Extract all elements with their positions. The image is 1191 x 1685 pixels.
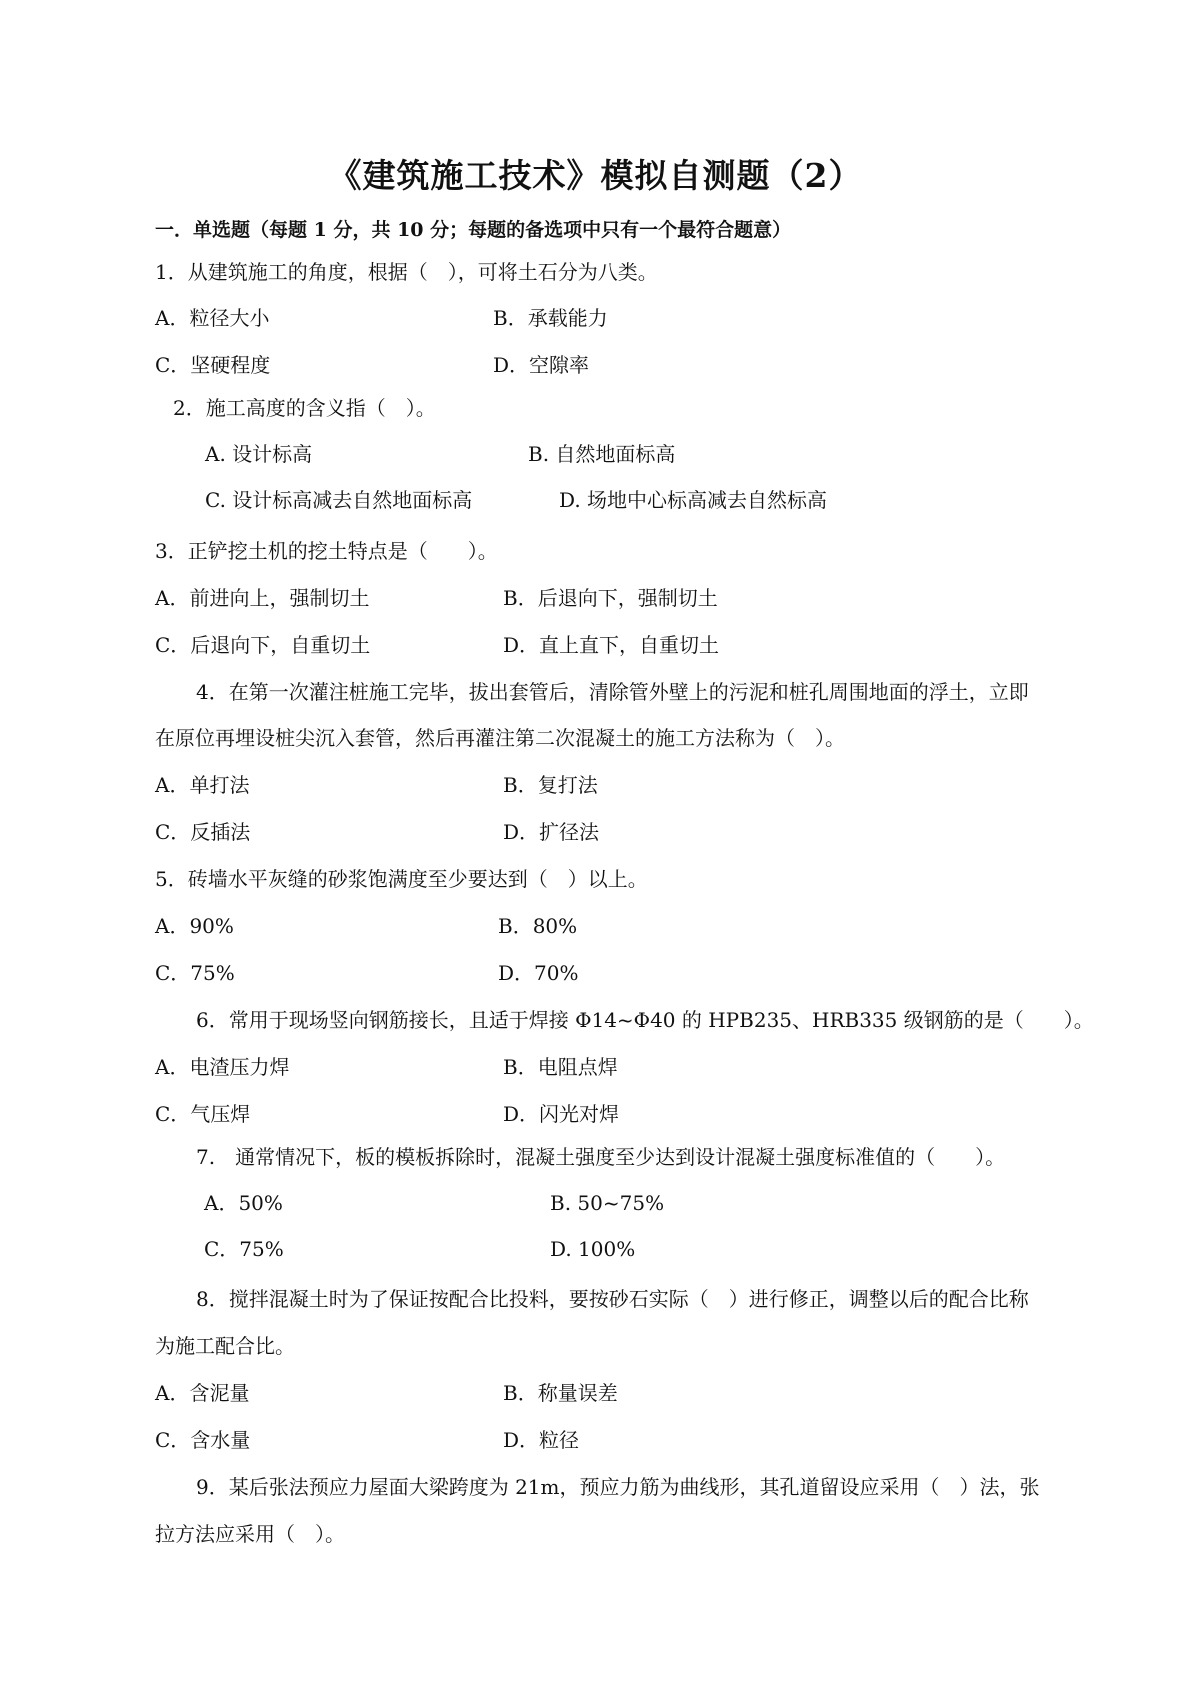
question-8-option-b: B．称量误差 xyxy=(503,1381,618,1405)
question-1-option-b: B．承载能力 xyxy=(493,306,608,330)
section-heading: 一．单选题（每题 1 分，共 10 分；每题的备选项中只有一个最符合题意） xyxy=(155,219,792,241)
question-9-stem-line-2: 拉方法应采用（ ）。 xyxy=(155,1522,345,1546)
question-1-option-a: A．粒径大小 xyxy=(155,306,270,330)
question-8-option-c: C．含水量 xyxy=(155,1428,251,1452)
question-6-option-a: A．电渣压力焊 xyxy=(155,1055,290,1079)
question-4-stem-line-1: 4．在第一次灌注桩施工完毕，拔出套管后，清除管外壁上的污泥和桩孔周围地面的浮土，立即 xyxy=(196,680,1029,704)
question-4-stem-line-2: 在原位再埋设桩尖沉入套管，然后再灌注第二次混凝土的施工方法称为（ ）。 xyxy=(155,726,845,750)
question-4-option-a: A．单打法 xyxy=(155,773,250,797)
question-7-option-a: A．50% xyxy=(204,1191,283,1215)
question-6-option-b: B．电阻点焊 xyxy=(503,1055,618,1079)
question-8-stem-line-2: 为施工配合比。 xyxy=(155,1334,295,1358)
question-5-stem: 5．砖墙水平灰缝的砂浆饱满度至少要达到（ ）以上。 xyxy=(155,867,648,891)
question-9-stem-line-1: 9．某后张法预应力屋面大梁跨度为 21m，预应力筋为曲线形，其孔道留设应采用（ ）法，张 xyxy=(196,1475,1040,1499)
question-1-option-d: D．空隙率 xyxy=(493,353,590,377)
question-7-option-d: D. 100% xyxy=(550,1237,636,1261)
question-2-stem: 2．施工高度的含义指（ ）。 xyxy=(173,396,436,420)
question-7-stem: 7. 通常情况下，板的模板拆除时，混凝土强度至少达到设计混凝土强度标准值的（ ）。 xyxy=(196,1145,1006,1169)
question-1-option-c: C．坚硬程度 xyxy=(155,353,271,377)
question-7-option-b: B. 50~75% xyxy=(550,1191,665,1215)
question-2-option-d: D. 场地中心标高减去自然标高 xyxy=(559,488,828,512)
question-2-option-b: B. 自然地面标高 xyxy=(528,442,676,466)
question-5-option-d: D．70% xyxy=(498,961,579,985)
question-8-stem-line-1: 8．搅拌混凝土时为了保证按配合比投料，要按砂石实际（ ）进行修正，调整以后的配合比称 xyxy=(196,1287,1029,1311)
question-6-stem: 6．常用于现场竖向钢筋接长，且适于焊接 Φ14~Φ40 的 HPB235、HRB335 级钢筋的是（ ）。 xyxy=(196,1008,1094,1032)
question-5-option-a: A．90% xyxy=(155,914,234,938)
question-4-option-c: C．反插法 xyxy=(155,820,251,844)
question-3-option-a: A．前进向上，强制切土 xyxy=(155,586,370,610)
question-8-option-a: A．含泥量 xyxy=(155,1381,250,1405)
question-6-option-d: D．闪光对焊 xyxy=(503,1102,620,1126)
question-2-option-c: C. 设计标高减去自然地面标高 xyxy=(205,488,473,512)
question-1-stem: 1．从建筑施工的角度，根据（ ），可将土石分为八类。 xyxy=(155,260,658,284)
page-title: 《建筑施工技术》模拟自测题（2） xyxy=(328,156,863,195)
question-8-option-d: D．粒径 xyxy=(503,1428,580,1452)
question-6-option-c: C．气压焊 xyxy=(155,1102,251,1126)
question-4-option-b: B．复打法 xyxy=(503,773,598,797)
question-5-option-c: C．75% xyxy=(155,961,235,985)
question-7-option-c: C．75% xyxy=(204,1237,284,1261)
question-3-option-b: B．后退向下，强制切土 xyxy=(503,586,718,610)
question-3-option-d: D．直上直下，自重切土 xyxy=(503,633,720,657)
question-5-option-b: B．80% xyxy=(498,914,578,938)
question-4-option-d: D．扩径法 xyxy=(503,820,600,844)
question-3-stem: 3．正铲挖土机的挖土特点是（ ）。 xyxy=(155,539,498,563)
question-3-option-c: C．后退向下，自重切土 xyxy=(155,633,371,657)
question-2-option-a: A. 设计标高 xyxy=(205,442,313,466)
